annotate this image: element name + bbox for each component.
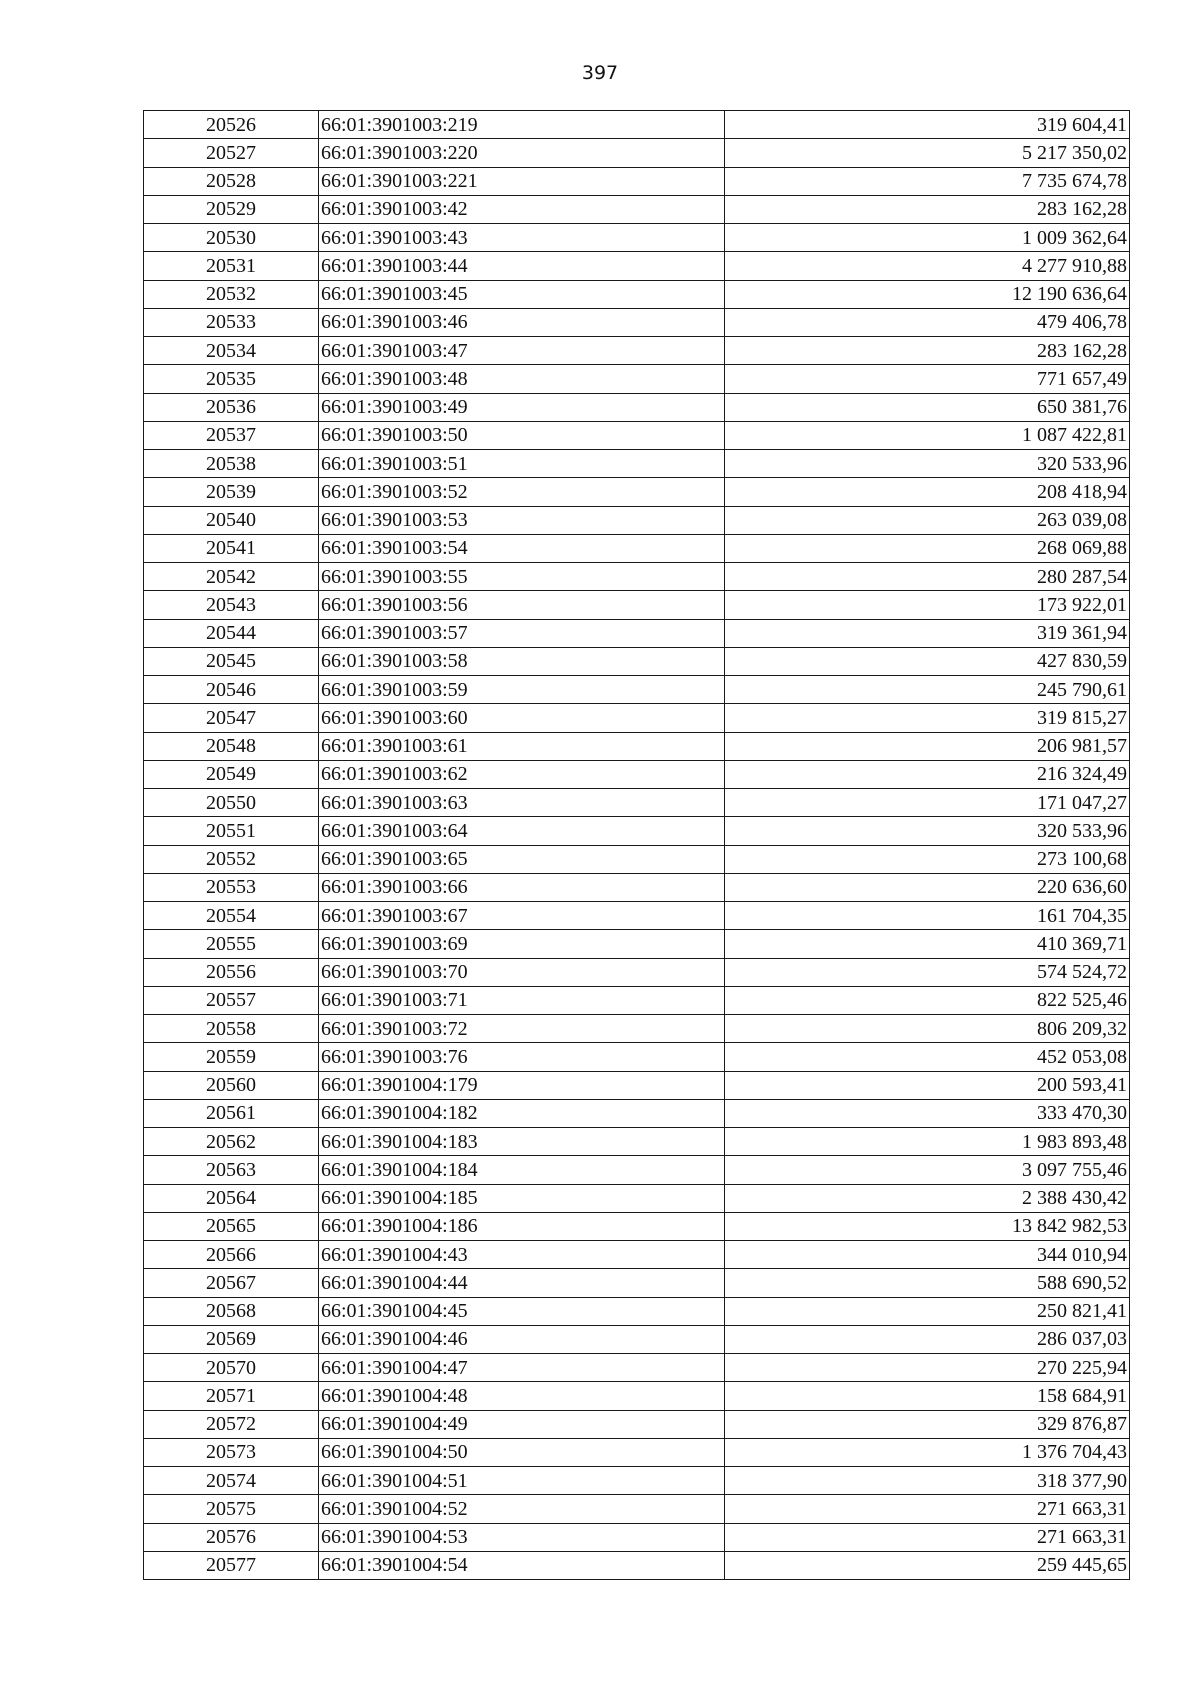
- row-number-cell: 20545: [144, 647, 319, 675]
- cadastral-number-cell: 66:01:3901003:43: [319, 224, 725, 252]
- cadastral-number-cell: 66:01:3901004:47: [319, 1354, 725, 1382]
- row-number-cell: 20577: [144, 1551, 319, 1579]
- table-row: [144, 732, 1130, 760]
- table-row: [144, 393, 1130, 421]
- row-number-cell: 20544: [144, 619, 319, 647]
- cadastral-number-cell: 66:01:3901003:65: [319, 845, 725, 873]
- table-row: [144, 1551, 1130, 1579]
- table-row: [144, 1099, 1130, 1127]
- table-row: [144, 619, 1130, 647]
- row-number-cell: 20529: [144, 195, 319, 223]
- cadastral-number-cell: 66:01:3901003:71: [319, 986, 725, 1014]
- cadastral-value-cell: 283 162,28: [725, 337, 1130, 365]
- table-row: [144, 337, 1130, 365]
- row-number-cell: 20569: [144, 1325, 319, 1353]
- row-number-cell: 20572: [144, 1410, 319, 1438]
- table-row: [144, 1128, 1130, 1156]
- table-row: [144, 167, 1130, 195]
- cadastral-number-cell: 66:01:3901004:183: [319, 1128, 725, 1156]
- cadastral-number-cell: 66:01:3901003:60: [319, 704, 725, 732]
- table-row: [144, 1156, 1130, 1184]
- cadastral-value-cell: 259 445,65: [725, 1551, 1130, 1579]
- cadastral-value-cell: 2 388 430,42: [725, 1184, 1130, 1212]
- table-row: [144, 1495, 1130, 1523]
- table-row: [144, 676, 1130, 704]
- table-row: [144, 450, 1130, 478]
- cadastral-value-cell: 250 821,41: [725, 1297, 1130, 1325]
- row-number-cell: 20537: [144, 421, 319, 449]
- cadastral-number-cell: 66:01:3901004:48: [319, 1382, 725, 1410]
- cadastral-number-cell: 66:01:3901003:48: [319, 365, 725, 393]
- table-row: [144, 873, 1130, 901]
- table-row: [144, 478, 1130, 506]
- cadastral-value-cell: 333 470,30: [725, 1099, 1130, 1127]
- table-row: [144, 195, 1130, 223]
- row-number-cell: 20565: [144, 1212, 319, 1240]
- cadastral-number-cell: 66:01:3901004:52: [319, 1495, 725, 1523]
- cadastral-number-cell: 66:01:3901003:66: [319, 873, 725, 901]
- cadastral-value-cell: 588 690,52: [725, 1269, 1130, 1297]
- cadastral-value-cell: 171 047,27: [725, 789, 1130, 817]
- row-number-cell: 20554: [144, 902, 319, 930]
- cadastral-number-cell: 66:01:3901004:53: [319, 1523, 725, 1551]
- row-number-cell: 20566: [144, 1241, 319, 1269]
- cadastral-value-cell: 5 217 350,02: [725, 139, 1130, 167]
- cadastral-number-cell: 66:01:3901004:179: [319, 1071, 725, 1099]
- cadastral-number-cell: 66:01:3901003:50: [319, 421, 725, 449]
- table-row: [144, 139, 1130, 167]
- row-number-cell: 20536: [144, 393, 319, 421]
- cadastral-value-cell: 319 361,94: [725, 619, 1130, 647]
- cadastral-number-cell: 66:01:3901003:63: [319, 789, 725, 817]
- row-number-cell: 20548: [144, 732, 319, 760]
- table-row: [144, 308, 1130, 336]
- table-row: [144, 365, 1130, 393]
- row-number-cell: 20559: [144, 1043, 319, 1071]
- cadastral-value-cell: 158 684,91: [725, 1382, 1130, 1410]
- table-row: [144, 1354, 1130, 1382]
- row-number-cell: 20551: [144, 817, 319, 845]
- table-row: [144, 1241, 1130, 1269]
- table-row: [144, 224, 1130, 252]
- cadastral-value-cell: 270 225,94: [725, 1354, 1130, 1382]
- table-row: [144, 704, 1130, 732]
- table-row: [144, 1269, 1130, 1297]
- table-row: [144, 958, 1130, 986]
- row-number-cell: 20530: [144, 224, 319, 252]
- row-number-cell: 20553: [144, 873, 319, 901]
- row-number-cell: 20538: [144, 450, 319, 478]
- cadastral-number-cell: 66:01:3901003:76: [319, 1043, 725, 1071]
- cadastral-value-cell: 427 830,59: [725, 647, 1130, 675]
- cadastral-value-cell: 320 533,96: [725, 817, 1130, 845]
- cadastral-value-cell: 271 663,31: [725, 1523, 1130, 1551]
- cadastral-number-cell: 66:01:3901003:72: [319, 1015, 725, 1043]
- row-number-cell: 20540: [144, 506, 319, 534]
- cadastral-value-cell: 1 376 704,43: [725, 1438, 1130, 1466]
- cadastral-value-cell: 271 663,31: [725, 1495, 1130, 1523]
- table-row: [144, 1467, 1130, 1495]
- cadastral-value-cell: 200 593,41: [725, 1071, 1130, 1099]
- row-number-cell: 20561: [144, 1099, 319, 1127]
- row-number-cell: 20563: [144, 1156, 319, 1184]
- cadastral-number-cell: 66:01:3901003:62: [319, 760, 725, 788]
- cadastral-number-cell: 66:01:3901003:59: [319, 676, 725, 704]
- row-number-cell: 20552: [144, 845, 319, 873]
- cadastral-value-cell: 1 009 362,64: [725, 224, 1130, 252]
- row-number-cell: 20556: [144, 958, 319, 986]
- table-row: [144, 647, 1130, 675]
- cadastral-number-cell: 66:01:3901003:44: [319, 252, 725, 280]
- cadastral-value-cell: 574 524,72: [725, 958, 1130, 986]
- cadastral-value-cell: 286 037,03: [725, 1325, 1130, 1353]
- cadastral-value-cell: 1 983 893,48: [725, 1128, 1130, 1156]
- cadastral-number-cell: 66:01:3901003:219: [319, 111, 725, 139]
- row-number-cell: 20550: [144, 789, 319, 817]
- row-number-cell: 20560: [144, 1071, 319, 1099]
- row-number-cell: 20527: [144, 139, 319, 167]
- table-row: [144, 845, 1130, 873]
- row-number-cell: 20575: [144, 1495, 319, 1523]
- page-number: 397: [581, 62, 619, 84]
- cadastral-value-cell: 319 604,41: [725, 111, 1130, 139]
- cadastral-value-cell: 479 406,78: [725, 308, 1130, 336]
- cadastral-number-cell: 66:01:3901003:45: [319, 280, 725, 308]
- cadastral-value-cell: 206 981,57: [725, 732, 1130, 760]
- cadastral-number-cell: 66:01:3901004:186: [319, 1212, 725, 1240]
- cadastral-number-cell: 66:01:3901003:57: [319, 619, 725, 647]
- table-row: [144, 534, 1130, 562]
- row-number-cell: 20547: [144, 704, 319, 732]
- cadastral-number-cell: 66:01:3901003:46: [319, 308, 725, 336]
- row-number-cell: 20534: [144, 337, 319, 365]
- cadastral-number-cell: 66:01:3901004:45: [319, 1297, 725, 1325]
- cadastral-value-cell: 4 277 910,88: [725, 252, 1130, 280]
- row-number-cell: 20532: [144, 280, 319, 308]
- cadastral-number-cell: 66:01:3901003:69: [319, 930, 725, 958]
- table-row: [144, 1043, 1130, 1071]
- table-row: [144, 1184, 1130, 1212]
- row-number-cell: 20533: [144, 308, 319, 336]
- table-row: [144, 506, 1130, 534]
- cadastral-value-cell: 273 100,68: [725, 845, 1130, 873]
- table-row: [144, 1015, 1130, 1043]
- cadastral-number-cell: 66:01:3901003:64: [319, 817, 725, 845]
- cadastral-value-cell: 220 636,60: [725, 873, 1130, 901]
- table-row: [144, 1297, 1130, 1325]
- row-number-cell: 20557: [144, 986, 319, 1014]
- cadastral-value-cell: 344 010,94: [725, 1241, 1130, 1269]
- cadastral-number-cell: 66:01:3901004:43: [319, 1241, 725, 1269]
- cadastral-number-cell: 66:01:3901003:54: [319, 534, 725, 562]
- table-row: [144, 252, 1130, 280]
- row-number-cell: 20570: [144, 1354, 319, 1382]
- row-number-cell: 20571: [144, 1382, 319, 1410]
- cadastral-value-cell: 3 097 755,46: [725, 1156, 1130, 1184]
- cadastral-value-cell: 320 533,96: [725, 450, 1130, 478]
- row-number-cell: 20542: [144, 563, 319, 591]
- cadastral-number-cell: 66:01:3901004:184: [319, 1156, 725, 1184]
- cadastral-value-cell: 245 790,61: [725, 676, 1130, 704]
- cadastral-value-cell: 771 657,49: [725, 365, 1130, 393]
- row-number-cell: 20576: [144, 1523, 319, 1551]
- cadastral-value-cell: 216 324,49: [725, 760, 1130, 788]
- table-row: [144, 1438, 1130, 1466]
- row-number-cell: 20564: [144, 1184, 319, 1212]
- row-number-cell: 20567: [144, 1269, 319, 1297]
- cadastral-value-cell: 208 418,94: [725, 478, 1130, 506]
- cadastral-value-cell: 283 162,28: [725, 195, 1130, 223]
- row-number-cell: 20541: [144, 534, 319, 562]
- row-number-cell: 20528: [144, 167, 319, 195]
- cadastral-value-cell: 806 209,32: [725, 1015, 1130, 1043]
- cadastral-number-cell: 66:01:3901003:49: [319, 393, 725, 421]
- table-row: [144, 421, 1130, 449]
- row-number-cell: 20546: [144, 676, 319, 704]
- cadastral-number-cell: 66:01:3901003:55: [319, 563, 725, 591]
- cadastral-number-cell: 66:01:3901003:47: [319, 337, 725, 365]
- cadastral-value-cell: 13 842 982,53: [725, 1212, 1130, 1240]
- cadastral-value-cell: 1 087 422,81: [725, 421, 1130, 449]
- row-number-cell: 20531: [144, 252, 319, 280]
- table-row: [144, 902, 1130, 930]
- table-row: [144, 1410, 1130, 1438]
- cadastral-value-cell: 263 039,08: [725, 506, 1130, 534]
- cadastral-value-cell: 280 287,54: [725, 563, 1130, 591]
- cadastral-value-table: [143, 110, 1130, 1580]
- table-row: [144, 1325, 1130, 1353]
- cadastral-number-cell: 66:01:3901003:220: [319, 139, 725, 167]
- cadastral-number-cell: 66:01:3901003:67: [319, 902, 725, 930]
- cadastral-number-cell: 66:01:3901003:56: [319, 591, 725, 619]
- cadastral-number-cell: 66:01:3901003:61: [319, 732, 725, 760]
- cadastral-number-cell: 66:01:3901003:58: [319, 647, 725, 675]
- cadastral-value-cell: 12 190 636,64: [725, 280, 1130, 308]
- row-number-cell: 20574: [144, 1467, 319, 1495]
- row-number-cell: 20562: [144, 1128, 319, 1156]
- cadastral-value-cell: 410 369,71: [725, 930, 1130, 958]
- table-body: [144, 111, 1130, 1580]
- table-row: [144, 111, 1130, 139]
- row-number-cell: 20539: [144, 478, 319, 506]
- table-row: [144, 1071, 1130, 1099]
- cadastral-number-cell: 66:01:3901004:44: [319, 1269, 725, 1297]
- table-row: [144, 760, 1130, 788]
- cadastral-number-cell: 66:01:3901004:54: [319, 1551, 725, 1579]
- cadastral-value-cell: 452 053,08: [725, 1043, 1130, 1071]
- cadastral-value-cell: 161 704,35: [725, 902, 1130, 930]
- row-number-cell: 20535: [144, 365, 319, 393]
- cadastral-number-cell: 66:01:3901004:51: [319, 1467, 725, 1495]
- cadastral-number-cell: 66:01:3901003:52: [319, 478, 725, 506]
- row-number-cell: 20549: [144, 760, 319, 788]
- row-number-cell: 20555: [144, 930, 319, 958]
- cadastral-value-cell: 650 381,76: [725, 393, 1130, 421]
- cadastral-value-cell: 319 815,27: [725, 704, 1130, 732]
- cadastral-number-cell: 66:01:3901003:70: [319, 958, 725, 986]
- cadastral-value-cell: 822 525,46: [725, 986, 1130, 1014]
- row-number-cell: 20568: [144, 1297, 319, 1325]
- cadastral-number-cell: 66:01:3901003:51: [319, 450, 725, 478]
- table-row: [144, 986, 1130, 1014]
- row-number-cell: 20543: [144, 591, 319, 619]
- row-number-cell: 20573: [144, 1438, 319, 1466]
- table-row: [144, 563, 1130, 591]
- cadastral-number-cell: 66:01:3901003:42: [319, 195, 725, 223]
- cadastral-number-cell: 66:01:3901004:46: [319, 1325, 725, 1353]
- cadastral-number-cell: 66:01:3901004:50: [319, 1438, 725, 1466]
- cadastral-value-cell: 329 876,87: [725, 1410, 1130, 1438]
- table-row: [144, 1523, 1130, 1551]
- cadastral-number-cell: 66:01:3901004:49: [319, 1410, 725, 1438]
- table-row: [144, 1382, 1130, 1410]
- cadastral-value-cell: 318 377,90: [725, 1467, 1130, 1495]
- row-number-cell: 20526: [144, 111, 319, 139]
- cadastral-number-cell: 66:01:3901003:221: [319, 167, 725, 195]
- cadastral-number-cell: 66:01:3901003:53: [319, 506, 725, 534]
- table-row: [144, 280, 1130, 308]
- cadastral-value-cell: 268 069,88: [725, 534, 1130, 562]
- cadastral-number-cell: 66:01:3901004:185: [319, 1184, 725, 1212]
- table-row: [144, 1212, 1130, 1240]
- cadastral-value-cell: 7 735 674,78: [725, 167, 1130, 195]
- cadastral-value-cell: 173 922,01: [725, 591, 1130, 619]
- table-row: [144, 930, 1130, 958]
- table-row: [144, 817, 1130, 845]
- cadastral-number-cell: 66:01:3901004:182: [319, 1099, 725, 1127]
- row-number-cell: 20558: [144, 1015, 319, 1043]
- table-row: [144, 591, 1130, 619]
- table-row: [144, 789, 1130, 817]
